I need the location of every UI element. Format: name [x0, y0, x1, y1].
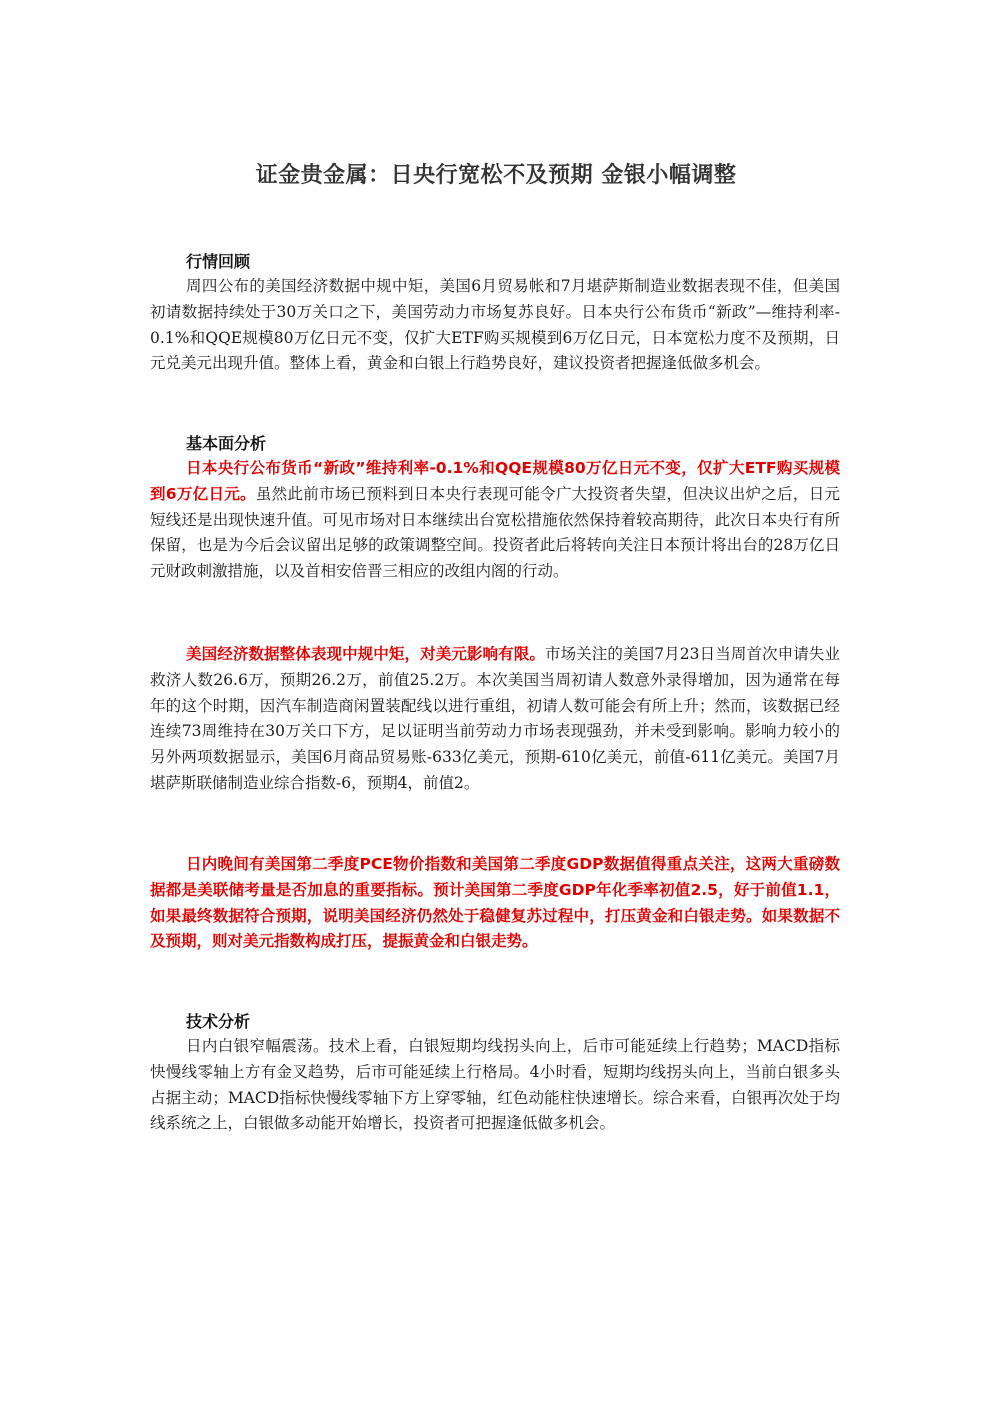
outlook-section — [150, 852, 840, 955]
fundamental-paragraph-3: 日内晚间有美国第二季度PCE物价指数和美国第二季度GDP数据值得重点关注，这两大重磅数据都是美联储考量是否加息的重要指标。预计美国第二季度GDP年化季率初值2.5，好于前值1.1，如果最终数据符合预期，说明美国经济仍然处于稳健复苏过程中，打压黄金和白银走势。如果数据不及预期，则对美元指数构成打压，提振黄金和白银走势。 — [150, 855, 840, 951]
technical-heading: 技术分析 — [186, 1012, 251, 1031]
fundamental-p2-highlight: 美国经济数据整体表现中规中矩，对美元影响有限。 — [186, 645, 545, 663]
fundamental-paragraph-1 — [150, 456, 840, 585]
technical-section — [150, 1010, 840, 1137]
page-title: 证金贵金属：日央行宽松不及预期 金银小幅调整 — [255, 163, 737, 188]
fundamental-p1-body: 虽然此前市场已预料到日本央行表现可能令广大投资者失望，但决议出炉之后，日元短线还是出现快速升值。可见市场对日本继续出台宽松措施依然保持着较高期待，此次日本央行有所保留，也是为今后会议留出足够的政策调整空间。投资者此后将转向关注日本预计将出台的28万亿日元财政刺激措施，以及首相安倍晋三相应的改组内阁的行动。 — [150, 484, 840, 581]
technical-paragraph: 日内白银窄幅震荡。技术上看，白银短期均线拐头向上，后市可能延续上行趋势；MACD指标快慢线零轴上方有金叉趋势，后市可能延续上行格局。4小时看，短期均线拐头向上，当前白银多头占据主动；MACD指标快慢线零轴下方上穿零轴，红色动能柱快速增长。综合来看，白银再次处于均线系统之上，白银做多动能开始增长，投资者可把握逢低做多机会。 — [150, 1037, 840, 1133]
market-review-paragraph: 周四公布的美国经济数据中规中矩，美国6月贸易帐和7月堪萨斯制造业数据表现不佳，但美国初请数据持续处于30万关口之下，美国劳动力市场复苏良好。日本央行公布货币“新政”—维持利率-0.1%和QQE规模80万亿日元不变，仅扩大ETF购买规模到6万亿日元，日本宽松力度不及预期，日元兑美元出现升值。整体上看，黄金和白银上行趋势良好，建议投资者把握逢低做多机会。 — [150, 277, 840, 373]
market-review-section — [150, 250, 840, 377]
fundamental-paragraph-2 — [150, 642, 840, 797]
fundamental-p2-body: 市场关注的美国7月23日当周首次申请失业救济人数26.6万，预期26.2万，前值25.2万。本次美国当周初请人数意外录得增加，因为通常在每年的这个时期，因汽车制造商闲置装配线以进行重组，初请人数可能会有所上升；然而，该数据已经连续73周维持在30万关口下方，足以证明当前劳动力市场表现强劲，并未受到影响。影响力较小的另外两项数据显示，美国6月商品贸易账-633亿美元，预期-610亿美元，前值-611亿美元。美国7月堪萨斯联储制造业综合指数-6，预期4，前值2。 — [150, 645, 840, 792]
market-review-heading: 行情回顾 — [186, 252, 251, 271]
fundamental-section — [150, 432, 840, 585]
us-data-section — [150, 642, 840, 797]
fundamental-p1-highlight: 日本央行公布货币“新政”维持利率-0.1%和QQE规模80万亿日元不变，仅扩大ETF购买规模到6万亿日元。 — [150, 459, 840, 503]
fundamental-heading: 基本面分析 — [186, 434, 267, 453]
